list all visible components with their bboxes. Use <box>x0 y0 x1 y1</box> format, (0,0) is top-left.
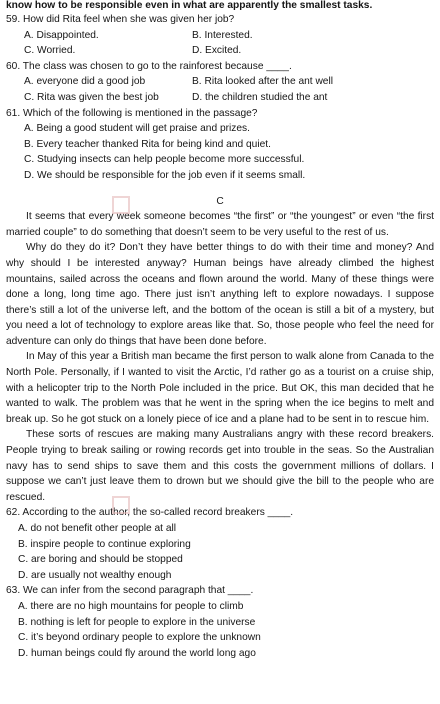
question-62-stem: 62. According to the author, the so-called record breakers ____. <box>6 507 294 519</box>
q60-option-c: C. Rita was given the best job <box>24 91 159 103</box>
passage-paragraph-3: In May of this year a British man became the first person to walk alone from Canada to the North Pole. Personally, if I wanted to visit the Arctic, I’d rather go as a tourist on a cruise ship, with a helicopter trip to the North Pole included in the price. But OK, this man decided that he wanted to walk. The problem was that he went in the spring when the ice begins to melt and break up. So he got stuck on a lonely piece of ice and a plane had to be sent in to rescue him. <box>6 351 434 425</box>
q63-option-d: D. human beings could fly around the world long ago <box>18 647 256 659</box>
question-63 <box>6 583 434 661</box>
q63-option-c: C. it’s beyond ordinary people to explore the unknown <box>18 632 261 644</box>
question-59 <box>6 12 434 59</box>
question-61 <box>6 106 434 184</box>
q62-option-b: B. inspire people to continue exploring <box>18 538 191 550</box>
q62-option-d: D. are usually not wealthy enough <box>18 569 172 581</box>
q60-option-b: B. Rita looked after the ant well <box>192 76 334 88</box>
q61-option-c: C. Studying insects can help people become more successful. <box>24 154 305 166</box>
passage-paragraph-2: Why do they do it? Don’t they have better things to do with their time and money? And why should I be interested anyway? Human beings have already climbed the highest mountains, sailed across the oceans and flown around the world. Many of these things were done a long, long time ago. There just isn’t anything left to explore nowadays. I suppose there’s still a lot of the universe left, and the bottom of the ocean is still a bit of a mystery, but you need a lot of technology to explore areas like that. So, those people who feel the need for adventure can only do things that have been done before. <box>6 242 434 347</box>
q61-option-a: A. Being a good student will get praise and prizes. <box>24 123 250 135</box>
question-60-stem: 60. The class was chosen to go to the rainforest because ____. <box>6 60 292 72</box>
passage-paragraph-4: These sorts of rescues are making many Australians angry with these record breakers. People trying to break sailing or rowing records get into trouble in the seas. So the Australian navy has to send ships to save them and this costs the government millions of dollars. I suppose we can’t just leave them to drown but we should give the bill to the people who are rescued. <box>6 429 434 503</box>
reading-passage <box>6 209 434 505</box>
q62-option-c: C. are boring and should be stopped <box>18 554 183 566</box>
q63-option-a: A. there are no high mountains for people to climb <box>18 600 244 612</box>
q59-option-b: B. Interested. <box>192 29 253 41</box>
q59-option-c: C. Worried. <box>24 45 76 57</box>
q61-option-b: B. Every teacher thanked Rita for being kind and quiet. <box>24 138 271 150</box>
section-label: C <box>216 195 224 207</box>
q61-option-d: D. We should be responsible for the job even if it seems small. <box>24 169 306 181</box>
q59-option-d: D. Excited. <box>192 45 242 57</box>
exam-page <box>6 0 434 661</box>
question-59-stem: 59. How did Rita feel when she was given her job? <box>6 14 235 25</box>
continued-line: know how to be responsible even in what are apparently the smallest tasks. <box>6 0 373 11</box>
question-62 <box>6 505 434 583</box>
q62-option-a: A. do not benefit other people at all <box>18 523 177 534</box>
watermark-logo-icon <box>112 496 130 514</box>
q59-option-a: A. Disappointed. <box>24 29 99 41</box>
q60-option-a: A. everyone did a good job <box>24 76 146 88</box>
question-61-stem: 61. Which of the following is mentioned in the passage? <box>6 107 258 119</box>
passage-paragraph-1: It seems that every week someone becomes “the first” or “the youngest” or even “the first married couple” to do something that doesn’t seem to be very useful to the rest of us. <box>6 211 434 238</box>
q60-option-d: D. the children studied the ant <box>192 91 328 103</box>
q63-option-b: B. nothing is left for people to explore in the universe <box>18 616 256 628</box>
question-60 <box>6 59 434 106</box>
question-63-stem: 63. We can infer from the second paragraph that ____. <box>6 585 254 597</box>
watermark-logo-icon <box>112 196 130 214</box>
